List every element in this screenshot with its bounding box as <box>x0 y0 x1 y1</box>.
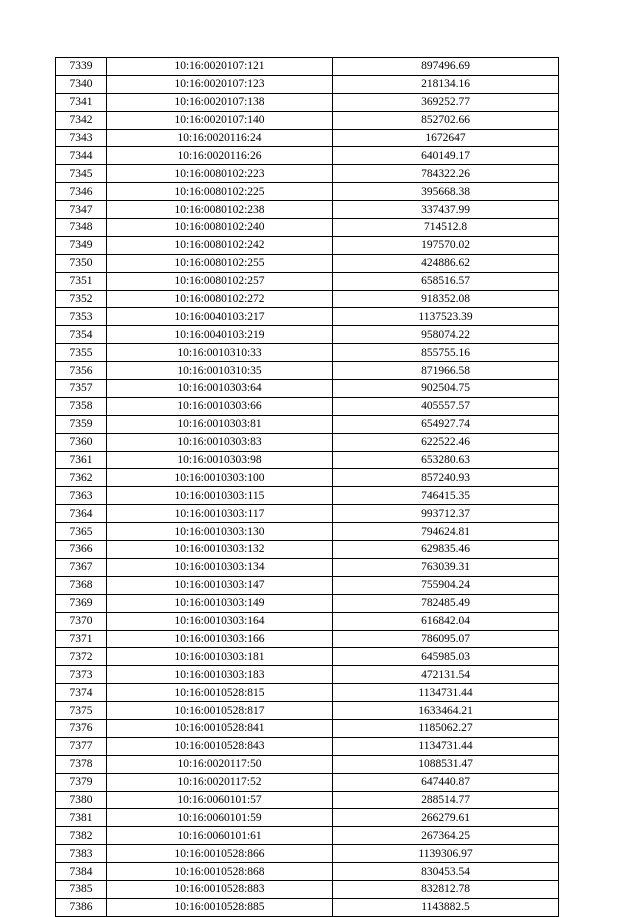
value-cell: 218134.16 <box>333 75 559 93</box>
value-cell: 830453.54 <box>333 863 559 881</box>
cadastral-number-cell: 10:16:0020116:26 <box>107 147 333 165</box>
row-number-cell: 7369 <box>56 594 107 612</box>
value-cell: 622522.46 <box>333 433 559 451</box>
cadastral-number-cell: 10:16:0040103:219 <box>107 326 333 344</box>
cadastral-number-cell: 10:16:0010303:149 <box>107 594 333 612</box>
value-cell: 784322.26 <box>333 165 559 183</box>
table-row <box>56 362 559 380</box>
cadastral-number-cell: 10:16:0010528:843 <box>107 737 333 755</box>
cadastral-number-cell: 10:16:0010303:130 <box>107 523 333 541</box>
row-number-cell: 7372 <box>56 648 107 666</box>
row-number-cell: 7366 <box>56 541 107 559</box>
row-number-cell: 7352 <box>56 290 107 308</box>
row-number-cell: 7355 <box>56 344 107 362</box>
cadastral-number-cell: 10:16:0060101:57 <box>107 791 333 809</box>
value-cell: 763039.31 <box>333 558 559 576</box>
value-cell: 197570.02 <box>333 236 559 254</box>
table-row <box>56 326 559 344</box>
table-row <box>56 58 559 76</box>
cadastral-number-cell: 10:16:0010303:164 <box>107 612 333 630</box>
value-cell: 746415.35 <box>333 487 559 505</box>
row-number-cell: 7381 <box>56 809 107 827</box>
cadastral-number-cell: 10:16:0080102:255 <box>107 254 333 272</box>
value-cell: 395668.38 <box>333 183 559 201</box>
value-cell: 1139306.97 <box>333 845 559 863</box>
cadastral-number-cell: 10:16:0020107:123 <box>107 75 333 93</box>
value-cell: 918352.08 <box>333 290 559 308</box>
cadastral-number-cell: 10:16:0020107:121 <box>107 58 333 76</box>
value-cell: 1134731.44 <box>333 684 559 702</box>
row-number-cell: 7356 <box>56 362 107 380</box>
row-number-cell: 7347 <box>56 201 107 219</box>
table-row <box>56 433 559 451</box>
table-row <box>56 219 559 237</box>
value-cell: 472131.54 <box>333 666 559 684</box>
table-row <box>56 719 559 737</box>
cadastral-number-cell: 10:16:0020107:138 <box>107 93 333 111</box>
table-row <box>56 165 559 183</box>
value-cell: 1143882.5 <box>333 898 559 916</box>
value-cell: 337437.99 <box>333 201 559 219</box>
value-cell: 424886.62 <box>333 254 559 272</box>
cadastral-number-cell: 10:16:0010303:100 <box>107 469 333 487</box>
value-cell: 645985.03 <box>333 648 559 666</box>
value-cell: 369252.77 <box>333 93 559 111</box>
table-row <box>56 201 559 219</box>
row-number-cell: 7353 <box>56 308 107 326</box>
value-cell: 993712.37 <box>333 505 559 523</box>
row-number-cell: 7339 <box>56 58 107 76</box>
cadastral-number-cell: 10:16:0010303:166 <box>107 630 333 648</box>
row-number-cell: 7348 <box>56 219 107 237</box>
cadastral-number-cell: 10:16:0080102:238 <box>107 201 333 219</box>
table-row <box>56 75 559 93</box>
cadastral-number-cell: 10:16:0010303:83 <box>107 433 333 451</box>
row-number-cell: 7358 <box>56 397 107 415</box>
table-row <box>56 737 559 755</box>
table-body <box>56 58 559 917</box>
row-number-cell: 7365 <box>56 523 107 541</box>
cadastral-number-cell: 10:16:0010303:66 <box>107 397 333 415</box>
row-number-cell: 7345 <box>56 165 107 183</box>
table-row <box>56 594 559 612</box>
cadastral-number-cell: 10:16:0080102:240 <box>107 219 333 237</box>
row-number-cell: 7342 <box>56 111 107 129</box>
value-cell: 640149.17 <box>333 147 559 165</box>
cadastral-number-cell: 10:16:0020117:50 <box>107 755 333 773</box>
value-cell: 1088531.47 <box>333 755 559 773</box>
row-number-cell: 7384 <box>56 863 107 881</box>
row-number-cell: 7379 <box>56 773 107 791</box>
row-number-cell: 7354 <box>56 326 107 344</box>
row-number-cell: 7383 <box>56 845 107 863</box>
value-cell: 653280.63 <box>333 451 559 469</box>
value-cell: 405557.57 <box>333 397 559 415</box>
cadastral-number-cell: 10:16:0020117:52 <box>107 773 333 791</box>
table-row <box>56 666 559 684</box>
cadastral-number-cell: 10:16:0010310:35 <box>107 362 333 380</box>
row-number-cell: 7364 <box>56 505 107 523</box>
value-cell: 654927.74 <box>333 415 559 433</box>
row-number-cell: 7349 <box>56 236 107 254</box>
cadastral-number-cell: 10:16:0080102:257 <box>107 272 333 290</box>
value-cell: 755904.24 <box>333 576 559 594</box>
value-cell: 857240.93 <box>333 469 559 487</box>
row-number-cell: 7368 <box>56 576 107 594</box>
table-row <box>56 93 559 111</box>
cadastral-number-cell: 10:16:0010303:132 <box>107 541 333 559</box>
cadastral-number-cell: 10:16:0010303:183 <box>107 666 333 684</box>
value-cell: 902504.75 <box>333 380 559 398</box>
row-number-cell: 7375 <box>56 702 107 720</box>
table-row <box>56 487 559 505</box>
table-row <box>56 344 559 362</box>
table-row <box>56 845 559 863</box>
table-row <box>56 415 559 433</box>
cadastral-number-cell: 10:16:0010303:115 <box>107 487 333 505</box>
table-row <box>56 236 559 254</box>
value-cell: 871966.58 <box>333 362 559 380</box>
cadastral-number-cell: 10:16:0010310:33 <box>107 344 333 362</box>
value-cell: 266279.61 <box>333 809 559 827</box>
table-row <box>56 523 559 541</box>
row-number-cell: 7344 <box>56 147 107 165</box>
cadastral-number-cell: 10:16:0010528:885 <box>107 898 333 916</box>
table-row <box>56 541 559 559</box>
value-cell: 855755.16 <box>333 344 559 362</box>
table-row <box>56 880 559 898</box>
table-row <box>56 791 559 809</box>
row-number-cell: 7377 <box>56 737 107 755</box>
value-cell: 897496.69 <box>333 58 559 76</box>
cadastral-number-cell: 10:16:0010303:64 <box>107 380 333 398</box>
value-cell: 647440.87 <box>333 773 559 791</box>
table-row <box>56 558 559 576</box>
table-row <box>56 702 559 720</box>
row-number-cell: 7351 <box>56 272 107 290</box>
cadastral-number-cell: 10:16:0010528:817 <box>107 702 333 720</box>
table-row <box>56 397 559 415</box>
cadastral-number-cell: 10:16:0010528:883 <box>107 880 333 898</box>
value-cell: 658516.57 <box>333 272 559 290</box>
value-cell: 267364.25 <box>333 827 559 845</box>
value-cell: 1672647 <box>333 129 559 147</box>
row-number-cell: 7380 <box>56 791 107 809</box>
cadastral-number-cell: 10:16:0060101:59 <box>107 809 333 827</box>
cadastral-number-cell: 10:16:0010303:134 <box>107 558 333 576</box>
value-cell: 714512.8 <box>333 219 559 237</box>
table-row <box>56 576 559 594</box>
table-row <box>56 290 559 308</box>
cadastral-number-cell: 10:16:0040103:217 <box>107 308 333 326</box>
table-row <box>56 898 559 916</box>
cadastral-number-cell: 10:16:0020107:140 <box>107 111 333 129</box>
cadastral-number-cell: 10:16:0010303:147 <box>107 576 333 594</box>
cadastral-number-cell: 10:16:0080102:225 <box>107 183 333 201</box>
value-cell: 616842.04 <box>333 612 559 630</box>
row-number-cell: 7362 <box>56 469 107 487</box>
table-row <box>56 827 559 845</box>
table-row <box>56 254 559 272</box>
table-row <box>56 469 559 487</box>
cadastral-number-cell: 10:16:0010303:81 <box>107 415 333 433</box>
value-cell: 1134731.44 <box>333 737 559 755</box>
row-number-cell: 7343 <box>56 129 107 147</box>
table-row <box>56 863 559 881</box>
value-cell: 1633464.21 <box>333 702 559 720</box>
value-cell: 852702.66 <box>333 111 559 129</box>
row-number-cell: 7370 <box>56 612 107 630</box>
cadastral-number-cell: 10:16:0080102:223 <box>107 165 333 183</box>
table-row <box>56 773 559 791</box>
table-row <box>56 272 559 290</box>
table-row <box>56 630 559 648</box>
table-row <box>56 648 559 666</box>
row-number-cell: 7382 <box>56 827 107 845</box>
cadastral-number-cell: 10:16:0010528:868 <box>107 863 333 881</box>
row-number-cell: 7357 <box>56 380 107 398</box>
cadastral-number-cell: 10:16:0010303:117 <box>107 505 333 523</box>
cadastral-number-cell: 10:16:0010528:866 <box>107 845 333 863</box>
row-number-cell: 7346 <box>56 183 107 201</box>
row-number-cell: 7341 <box>56 93 107 111</box>
table-row <box>56 129 559 147</box>
cadastral-number-cell: 10:16:0020116:24 <box>107 129 333 147</box>
row-number-cell: 7373 <box>56 666 107 684</box>
table-row <box>56 684 559 702</box>
data-table <box>55 57 559 917</box>
table-row <box>56 380 559 398</box>
value-cell: 794624.81 <box>333 523 559 541</box>
cadastral-number-cell: 10:16:0010303:98 <box>107 451 333 469</box>
row-number-cell: 7359 <box>56 415 107 433</box>
cadastral-number-cell: 10:16:0010528:841 <box>107 719 333 737</box>
table-row <box>56 111 559 129</box>
value-cell: 832812.78 <box>333 880 559 898</box>
table-row <box>56 308 559 326</box>
value-cell: 288514.77 <box>333 791 559 809</box>
row-number-cell: 7374 <box>56 684 107 702</box>
value-cell: 958074.22 <box>333 326 559 344</box>
value-cell: 786095.07 <box>333 630 559 648</box>
cadastral-number-cell: 10:16:0060101:61 <box>107 827 333 845</box>
row-number-cell: 7340 <box>56 75 107 93</box>
value-cell: 1137523.39 <box>333 308 559 326</box>
table-row <box>56 147 559 165</box>
value-cell: 782485.49 <box>333 594 559 612</box>
cadastral-number-cell: 10:16:0080102:242 <box>107 236 333 254</box>
table-row <box>56 505 559 523</box>
row-number-cell: 7378 <box>56 755 107 773</box>
row-number-cell: 7361 <box>56 451 107 469</box>
row-number-cell: 7363 <box>56 487 107 505</box>
row-number-cell: 7350 <box>56 254 107 272</box>
row-number-cell: 7367 <box>56 558 107 576</box>
table-row <box>56 451 559 469</box>
cadastral-number-cell: 10:16:0010528:815 <box>107 684 333 702</box>
table-row <box>56 809 559 827</box>
row-number-cell: 7360 <box>56 433 107 451</box>
value-cell: 1185062.27 <box>333 719 559 737</box>
table-row <box>56 755 559 773</box>
row-number-cell: 7385 <box>56 880 107 898</box>
table-row <box>56 612 559 630</box>
table-row <box>56 183 559 201</box>
cadastral-number-cell: 10:16:0010303:181 <box>107 648 333 666</box>
row-number-cell: 7371 <box>56 630 107 648</box>
cadastral-number-cell: 10:16:0080102:272 <box>107 290 333 308</box>
value-cell: 629835.46 <box>333 541 559 559</box>
row-number-cell: 7386 <box>56 898 107 916</box>
row-number-cell: 7376 <box>56 719 107 737</box>
